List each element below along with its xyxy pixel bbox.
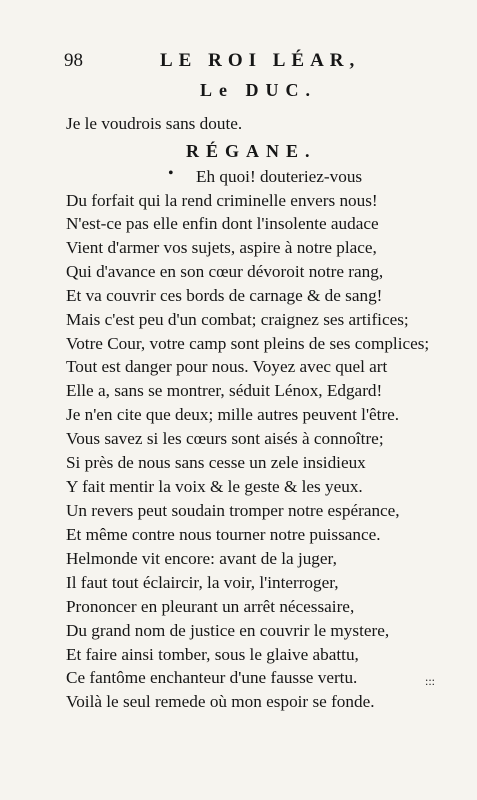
verse-line: Et va couvrir ces bords de carnage & de sang!	[66, 286, 383, 305]
verse-line: Du forfait qui la rend criminelle envers nous!	[66, 191, 378, 210]
bullet-mark: •	[168, 165, 174, 182]
verse-line: Voilà le seul remede où mon espoir se fonde.	[66, 692, 375, 711]
catchword-mark: :::	[425, 674, 436, 688]
speaker-duc: Le DUC.	[200, 80, 317, 100]
verse-line: Un revers peut soudain tromper notre espérance,	[66, 501, 400, 520]
verse-line: Tout est danger pour nous. Voyez avec quel art	[66, 357, 388, 376]
verse-line: N'est-ce pas elle enfin dont l'insolente audace	[66, 214, 379, 233]
verse-line: Prononcer en pleurant un arrêt nécessaire,	[66, 597, 355, 616]
verse-line: Vient d'armer vos sujets, aspire à notre place,	[66, 238, 377, 257]
verse-line: Du grand nom de justice en couvrir le mystere,	[66, 621, 390, 640]
verse-line: Qui d'avance en son cœur dévoroit notre rang,	[66, 262, 384, 281]
verse-line: Je n'en cite que deux; mille autres peuvent l'être.	[66, 405, 400, 424]
verse-line: Votre Cour, votre camp sont pleins de ses complices;	[66, 334, 430, 353]
verse-line: Eh quoi! douteriez-vous	[196, 167, 363, 186]
verse-line: Si près de nous sans cesse un zele insidieux	[66, 453, 366, 472]
verse-line: Y fait mentir la voix & le geste & les yeux.	[66, 477, 363, 496]
verse-line: Mais c'est peu d'un combat; craignez ses artifices;	[66, 310, 409, 329]
running-title: LE ROI LÉAR,	[160, 50, 361, 71]
verse-line: Helmonde vit encore: avant de la juger,	[66, 549, 337, 568]
page-header	[64, 50, 437, 80]
page-number: 98	[64, 50, 83, 71]
verse-line: Je le voudrois sans doute.	[66, 114, 243, 133]
speaker-regane: RÉGANE.	[186, 141, 317, 161]
verse-line: Et faire ainsi tomber, sous le glaive abattu,	[66, 645, 359, 664]
verse-line: Et même contre nous tourner notre puissance.	[66, 525, 381, 544]
verse-line: Il faut tout éclaircir, la voir, l'interroger,	[66, 573, 339, 592]
verse-line: Vous savez si les cœurs sont aisés à connoître;	[66, 429, 384, 448]
verse-line: Elle a, sans se montrer, séduit Lénox, Edgard!	[66, 381, 383, 400]
verse-line: Ce fantôme enchanteur d'une fausse vertu.	[66, 668, 358, 687]
